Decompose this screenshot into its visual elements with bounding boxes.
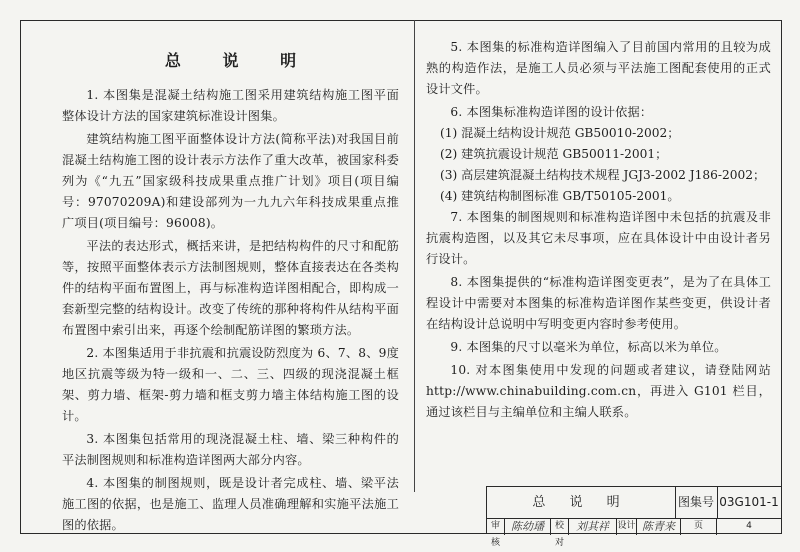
paragraph-1c: 平法的表达形式，概括来讲，是把结构构件的尺寸和配筋等，按照平面整体表示方法制图规则，整体直接表达在各类构件的结构平面布置图上，再与标准构造详图相配合，即构成一套新型完整的结构设计。改变了传统的那种将构件从结构平面布置图中索引出来，再逐个绘制配筋详图的繁琐方法。 xyxy=(62,239,399,337)
column-divider xyxy=(414,20,415,492)
page-label: 页 xyxy=(681,518,717,535)
check-label: 校对 xyxy=(551,518,569,535)
title-block-row-bottom xyxy=(487,518,782,548)
paragraph-7: 7. 本图集的制图规则和标准构造详图中未包括的抗震及非抗震构造图，以及其它未尽事项，应在具体设计中由设计者另行设计。 xyxy=(426,210,771,266)
paragraph-10: 10. 对本图集使用中发现的问题或者建议，请登陆网站 http://www.chinabuilding.com.cn，再进入 G101 栏目，通过该栏目与主编单位和主编人联系。 xyxy=(426,363,771,419)
right-column xyxy=(426,37,771,423)
paragraph-9: 9. 本图集的尺寸以毫米为单位，标高以米为单位。 xyxy=(450,340,727,354)
atlas-number-value: 03G101-1 xyxy=(719,495,779,509)
review-signature: 陈幼璠 xyxy=(505,518,551,535)
title-block-row-top xyxy=(487,487,782,519)
title-block-title: 总 说 明 xyxy=(487,487,676,518)
basis-item: (2) 建筑抗震设计规范 GB50011-2001； xyxy=(440,147,668,161)
paragraph-4: 4. 本图集的制图规则，既是设计者完成柱、墙、梁平法施工图的依据，也是施工、监理人员准确理解和实施平法施工图的依据。 xyxy=(62,476,399,532)
basis-item: (3) 高层建筑混凝土结构技术规程 JGJ3-2002 J186-2002； xyxy=(440,168,766,182)
design-label: 设计 xyxy=(617,518,637,535)
review-label: 审核 xyxy=(487,518,505,535)
design-signature: 陈青来 xyxy=(637,518,681,535)
design-basis-list xyxy=(426,123,771,207)
paragraph-3: 3. 本图集包括常用的现浇混凝土柱、墙、梁三种构件的平法制图规则和标准构造详图两大部分内容。 xyxy=(62,432,399,467)
page-title: 总 说 明 xyxy=(164,51,315,70)
basis-item: (4) 建筑结构制图标准 GB/T50105-2001。 xyxy=(440,189,680,203)
paragraph-8: 8. 本图集提供的“标准构造详图变更表”，是为了在具体工程设计中需要对本图集的标准构造详图作某些变更，供设计者在结构设计总说明中写明变更内容时参考使用。 xyxy=(426,275,771,331)
paragraph-6: 6. 本图集标准构造详图的设计依据： xyxy=(450,105,653,119)
paragraph-5: 5. 本图集的标准构造详图编入了目前国内常用的且较为成熟的构造作法，是施工人员必须与平法施工图配套使用的正式设计文件。 xyxy=(426,40,771,96)
atlas-number-label: 图集号 xyxy=(675,487,718,518)
paragraph-2: 2. 本图集适用于非抗震和抗震设防烈度为 6、7、8、9度地区抗震等级为特一级和一、二、三、四级的现浇混凝土框架、剪力墙、框架-剪力墙和框支剪力墙主体结构施工图的设计。 xyxy=(62,346,399,423)
left-column xyxy=(62,48,399,536)
title-block xyxy=(486,486,782,548)
paragraph-1b: 建筑结构施工图平面整体设计方法(简称平法)对我国目前混凝土结构施工图的设计表示方法作了重大改革，被国家科委列为《“九五”国家级科技成果重点推广计划》项目(项目编号：97070209A)和建设部列为一九九六年科技成果重点推广项目(项目编号：96008)。 xyxy=(62,132,399,230)
basis-item: (1) 混凝土结构设计规范 GB50010-2002； xyxy=(440,126,680,140)
paragraph-1: 1. 本图集是混凝土结构施工图采用建筑结构施工图平面整体设计方法的国家建筑标准设计图集。 xyxy=(62,88,399,123)
check-signature: 刘其祥 xyxy=(569,518,617,535)
page-number: 4 xyxy=(746,521,752,531)
